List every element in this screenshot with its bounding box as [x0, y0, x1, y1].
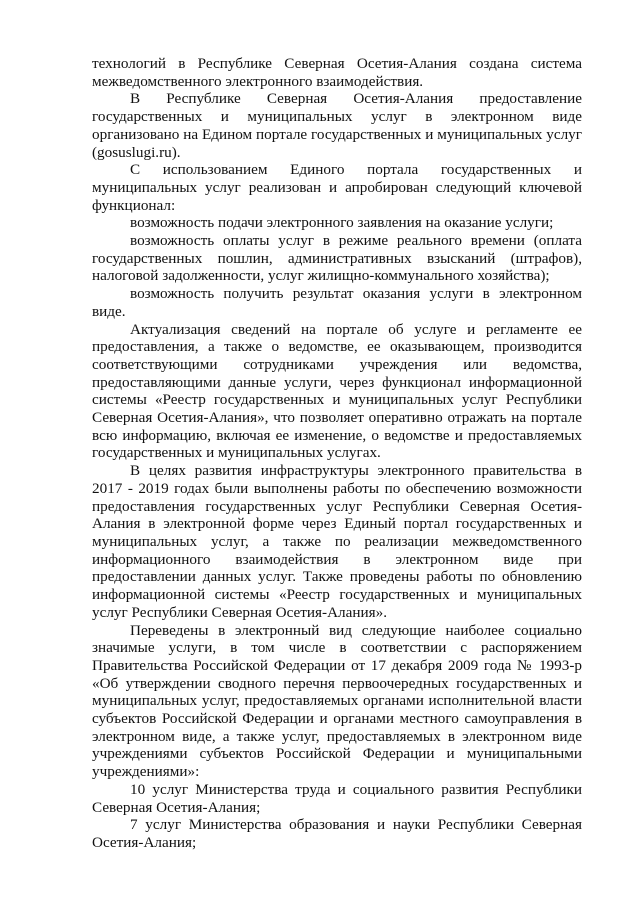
document-page [92, 55, 582, 852]
paragraph-intro-continuation: технологий в Республике Северная Осетия-Алания создана система межведомственного электронного взаимодействия. [92, 55, 582, 90]
paragraph-functionality-intro: С использованием Единого портала государственных и муниципальных услуг реализован и апробирован следующий ключевой функционал: [92, 161, 582, 214]
list-item-labor-ministry-services: 10 услуг Министерства труда и социального развития Республики Северная Осетия-Алания; [92, 780, 582, 816]
paragraph-epgu-organization: В Республике Северная Осетия-Алания предоставление государственных и муниципальных услуг в электронном виде организовано на Едином портале государственных и муниципальных услуг (gosuslugi.ru). [92, 90, 582, 161]
paragraph-portal-updates: Актуализация сведений на портале об услуге и регламенте ее предоставления, а также о ведомстве, ее оказывающем, производится соответствующими сотрудниками учреждения или ведомства, предоставляющими данные услуги, через функционал информационной системы «Реестр государственных и муниципальных услуг Республики Северная Осетия-Алания», что позволяет оперативно отражать на портале всю информацию, включая ее изменение, о ведомстве и предоставляемых государственных и муниципальных услугах. [92, 320, 582, 462]
list-item-education-ministry-services: 7 услуг Министерства образования и науки Республики Северная Осетия-Алания; [92, 816, 582, 851]
paragraph-egov-infrastructure: В целях развития инфраструктуры электронного правительства в 2017 - 2019 годах были выполнены работы по обеспечению возможности предоставления государственных услуг Республики Северная Осетия-Алания в электронной форме через Единый портал государственных и муниципальных услуг, а также по реализации межведомственного информационного взаимодействия в электронном виде при предоставлении данных услуг. Также проведены работы по обновлению информационной системы «Реестр государственных и муниципальных услуг Республики Северная Осетия-Алания». [92, 462, 582, 621]
list-item-online-payment: возможность оплаты услуг в режиме реального времени (оплата государственных пошлин, административных взысканий (штрафов), налоговой задолженности, услуг жилищно-коммунального хозяйства); [92, 232, 582, 285]
list-item-electronic-application: возможность подачи электронного заявления на оказание услуги; [130, 214, 554, 232]
list-item-electronic-result: возможность получить результат оказания услуги в электронном виде. [92, 285, 582, 320]
paragraph-services-transferred: Переведены в электронный вид следующие наиболее социально значимые услуги, в том числе в соответствии с распоряжением Правительства Российской Федерации от 17 декабря 2009 года № 1993-р «Об утверждении сводного перечня первоочередных государственных и муниципальных услуг, предоставляемых органами исполнительной власти субъектов Российской Федерации и органами местного самоуправления в электронном виде, а также услуг, предоставляемых в электронном виде учреждениями субъектов Российской Федерации и муниципальными учреждениями»: [92, 621, 582, 781]
